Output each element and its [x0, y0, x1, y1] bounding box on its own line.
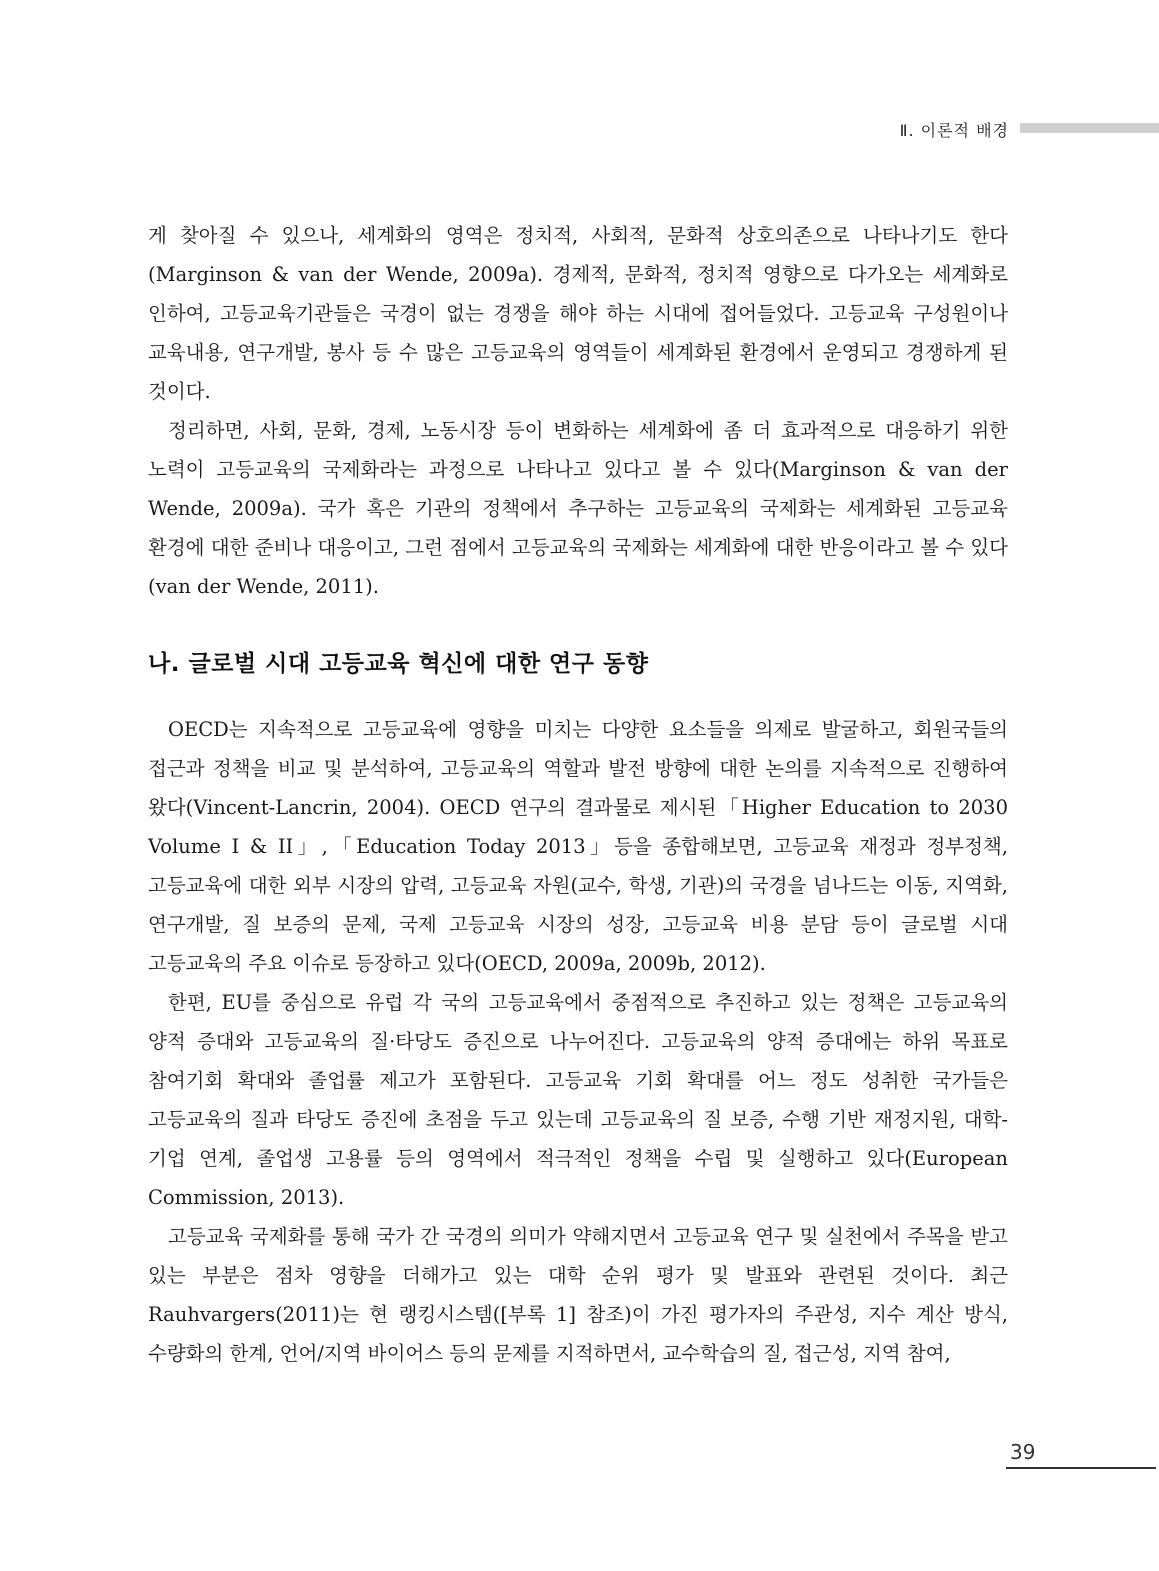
header-decorative-bar	[1020, 123, 1159, 133]
section-2-body	[148, 710, 1008, 1373]
paragraph: 한편, EU를 중심으로 유럽 각 국의 고등교육에서 중점적으로 추진하고 있는 정책은 고등교육의 양적 증대와 고등교육의 질·타당도 증진으로 나누어진다. 고등교육의 양적 증대에는 하위 목표로 참여기회 확대와 졸업률 제고가 포함된다. 고등교육 기회 확대를 어느 정도 성취한 국가들은 고등교육의 질과 타당도 증진에 초점을 두고 있는데 고등교육의 질 보증, 수행 기반 재정지원, 대학-기업 연계, 졸업생 고용률 등의 영역에서 적극적인 정책을 수립 및 실행하고 있다(European Commission, 2013).	[148, 991, 1008, 1209]
paragraph: 정리하면, 사회, 문화, 경제, 노동시장 등이 변화하는 세계화에 좀 더 효과적으로 대응하기 위한 노력이 고등교육의 국제화라는 과정으로 나타나고 있다고 볼 수 있다(Marginson & van der Wende, 2009a). 국가 혹은 기관의 정책에서 추구하는 고등교육의 국제화는 세계화된 고등교육 환경에 대한 준비나 대응이고, 그런 점에서 고등교육의 국제화는 세계화에 대한 반응이라고 볼 수 있다(van der Wende, 2011).	[148, 419, 1008, 598]
section-heading: 나. 글로벌 시대 고등교육 혁신에 대한 연구 동향	[148, 651, 649, 677]
page-number: 39	[1010, 1440, 1036, 1464]
section-1-body	[148, 216, 1008, 606]
footer-rule	[1006, 1467, 1156, 1469]
paragraph: 고등교육 국제화를 통해 국가 간 국경의 의미가 약해지면서 고등교육 연구 및 실천에서 주목을 받고 있는 부분은 점차 영향을 더해가고 있는 대학 순위 평가 및 발표와 관련된 것이다. 최근 Rauhvargers(2011)는 현 랭킹시스템([부록 1] 참조)이 가진 평가자의 주관성, 지수 계산 방식, 수량화의 한계, 언어/지역 바이어스 등의 문제를 지적하면서, 교수학습의 질, 접근성, 지역 참여,	[148, 1225, 1008, 1365]
running-header-title: Ⅱ. 이론적 배경	[899, 121, 1009, 140]
paragraph: OECD는 지속적으로 고등교육에 영향을 미치는 다양한 요소들을 의제로 발굴하고, 회원국들의 접근과 정책을 비교 및 분석하여, 고등교육의 역할과 발전 방향에 대한 논의를 지속적으로 진행하여 왔다(Vincent-Lancrin, 2004). OECD 연구의 결과물로 제시된「Higher Education to 2030 Volume I & II」,「Education Today 2013」등을 종합해보면, 고등교육 재정과 정부정책, 고등교육에 대한 외부 시장의 압력, 고등교육 자원(교수, 학생, 기관)의 국경을 넘나드는 이동, 지역화, 연구개발, 질 보증의 문제, 국제 고등교육 시장의 성장, 고등교육 비용 분담 등이 글로벌 시대 고등교육의 주요 이슈로 등장하고 있다(OECD, 2009a, 2009b, 2012).	[148, 718, 1008, 975]
paragraph: 게 찾아질 수 있으나, 세계화의 영역은 정치적, 사회적, 문화적 상호의존으로 나타나기도 한다(Marginson & van der Wende, 2009a). 경제적, 문화적, 정치적 영향으로 다가오는 세계화로 인하여, 고등교육기관들은 국경이 없는 경쟁을 해야 하는 시대에 접어들었다. 고등교육 구성원이나 교육내용, 연구개발, 봉사 등 수 많은 고등교육의 영역들이 세계화된 환경에서 운영되고 경쟁하게 된 것이다.	[148, 224, 1008, 403]
